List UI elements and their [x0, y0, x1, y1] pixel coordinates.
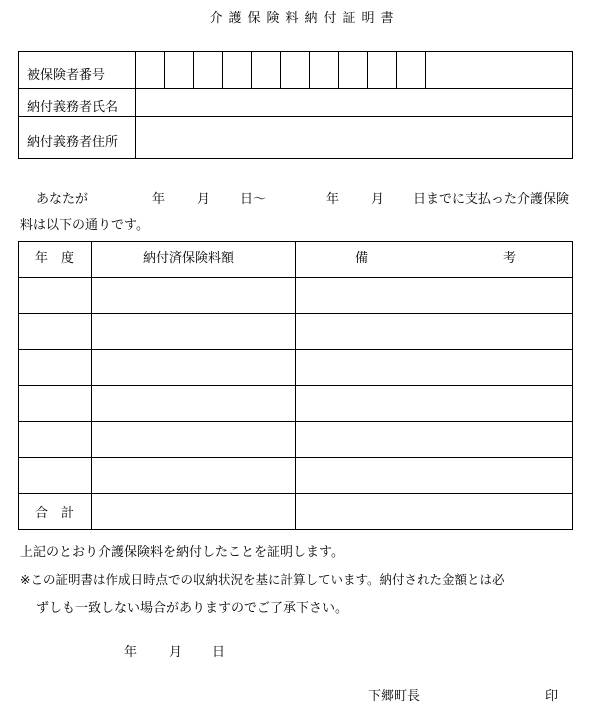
- issue-date-month: 月: [169, 645, 183, 660]
- note-line-1: ※この証明書は作成日時点での収納状況を基に計算しています。納付された金額とは必: [20, 572, 505, 587]
- statement-year-1: 年: [152, 192, 166, 207]
- insured-number-digit-cell[interactable]: [136, 52, 165, 88]
- issue-date-year: 年: [124, 645, 138, 660]
- document-title: 介護保険料納付証明書: [209, 11, 400, 26]
- insured-number-digit-cell[interactable]: [397, 52, 426, 88]
- table-row: [19, 385, 572, 386]
- payer-address-label: 納付義務者住所: [27, 135, 119, 150]
- total-label: 合 計: [35, 506, 75, 521]
- table-row: [19, 457, 572, 458]
- column-header-remarks-2: 考: [503, 251, 517, 266]
- insured-number-digit-cell[interactable]: [165, 52, 194, 88]
- table-row: [19, 349, 572, 350]
- table-row: [19, 313, 572, 314]
- table-row: [19, 421, 572, 422]
- issuer-name: 下郷町長: [368, 689, 421, 704]
- payment-table: [18, 241, 573, 530]
- table-row: [19, 277, 572, 278]
- insured-number-digit-cell[interactable]: [368, 52, 397, 88]
- statement-month-1: 月: [197, 192, 211, 207]
- statement-day-range: 日〜: [240, 192, 267, 207]
- column-header-year: 年 度: [35, 251, 75, 266]
- statement-prefix: あなたが: [36, 192, 89, 207]
- payer-address-row-divider: [19, 116, 572, 117]
- table-row-total: [19, 493, 572, 494]
- statement-line-2: 料は以下の通りです。: [20, 218, 149, 233]
- insured-number-digit-cell[interactable]: [339, 52, 368, 88]
- insured-number-digit-cell[interactable]: [194, 52, 223, 88]
- payer-name-label: 納付義務者氏名: [27, 100, 119, 115]
- certification-statement: 上記のとおり介護保険料を納付したことを証明します。: [20, 545, 344, 560]
- seal-mark: 印: [545, 689, 559, 704]
- insured-number-label: 被保険者番号: [27, 68, 106, 83]
- applicant-info-box: [18, 51, 573, 159]
- insured-number-digit-cell[interactable]: [223, 52, 252, 88]
- insured-number-digit-cell[interactable]: [281, 52, 310, 88]
- note-line-2: ずしも一致しない場合がありますのでご了承下さい。: [36, 601, 349, 616]
- insured-number-digit-cell[interactable]: [310, 52, 339, 88]
- payer-name-row-divider: [19, 88, 572, 89]
- column-header-remarks-1: 備: [355, 251, 369, 266]
- statement-year-2: 年: [326, 192, 340, 207]
- statement-month-2: 月: [371, 192, 385, 207]
- statement-tail: 日までに支払った介護保険: [413, 192, 570, 207]
- column-header-amount: 納付済保険料額: [143, 251, 235, 266]
- insured-number-digit-cell[interactable]: [252, 52, 281, 88]
- issue-date-day: 日: [212, 645, 226, 660]
